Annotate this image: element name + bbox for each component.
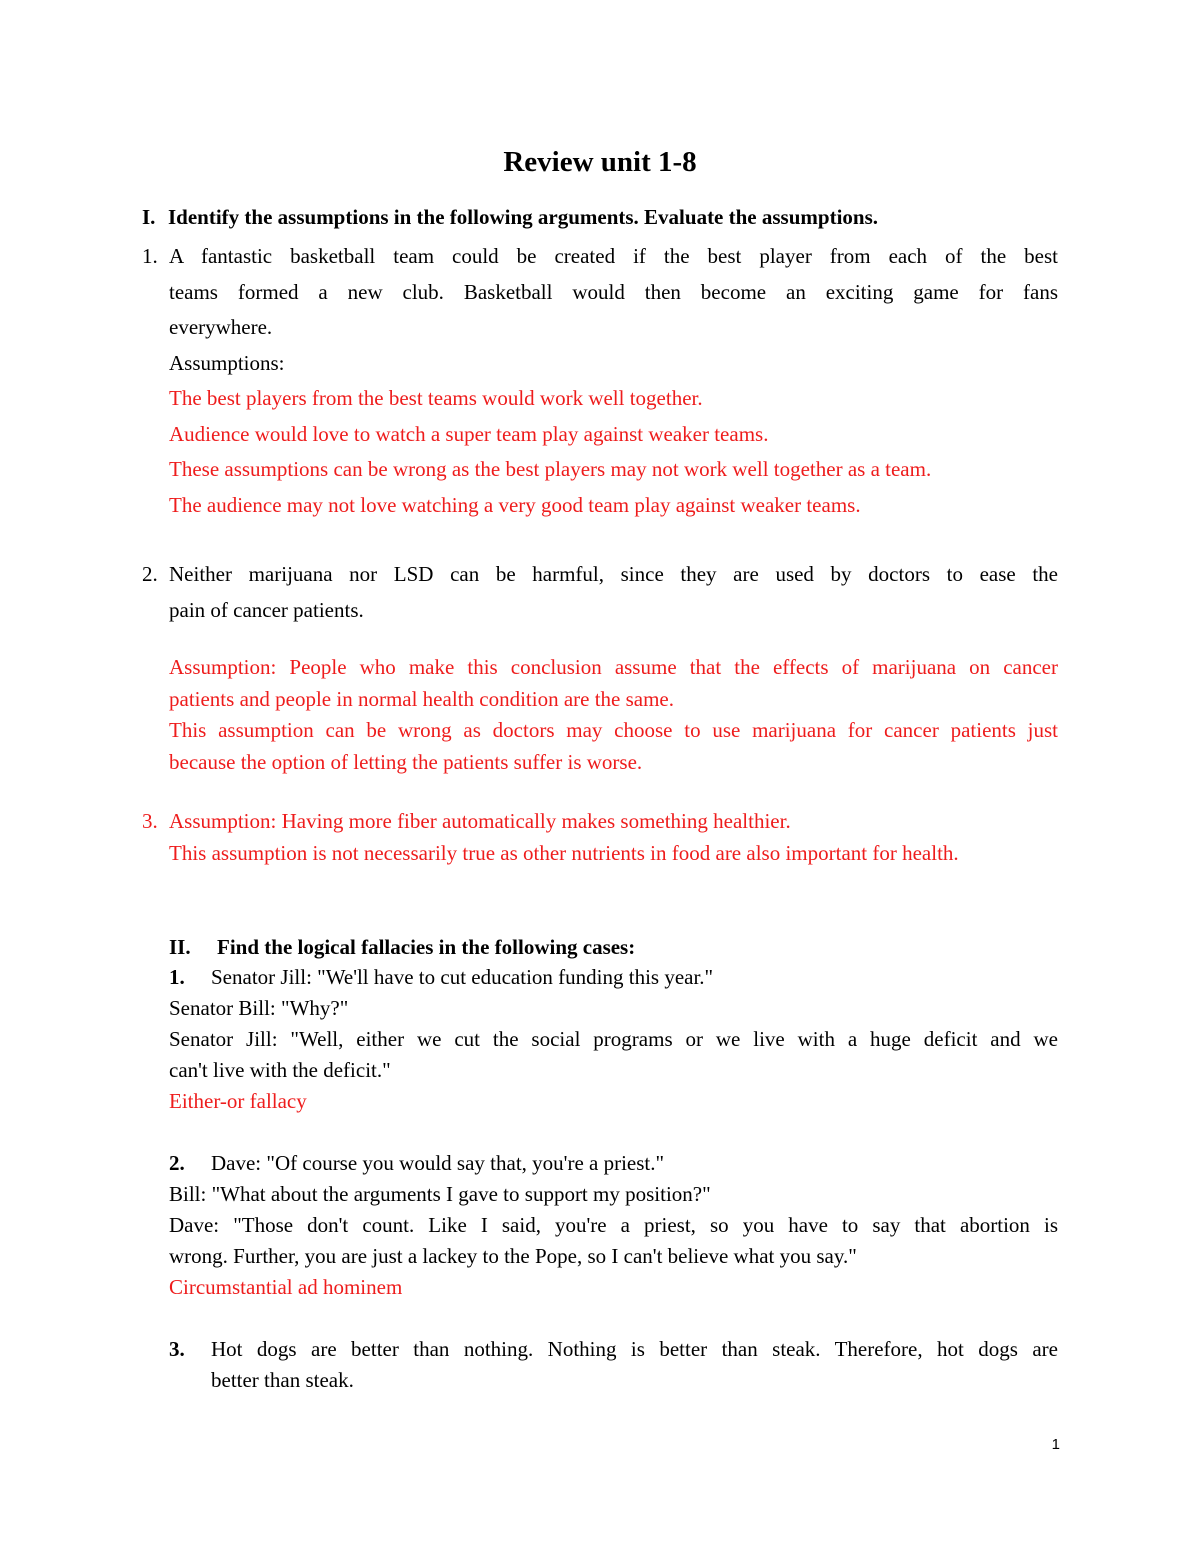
case-2-line-2: Bill: "What about the arguments I gave to support my position?" (169, 1182, 711, 1206)
case-3-number: 3. (169, 1337, 185, 1361)
answer-1-line-3: These assumptions can be wrong as the best players may not work well together as a team. (169, 457, 932, 481)
section-2-heading (169, 931, 1058, 963)
question-3 (142, 806, 1058, 869)
question-2-line-1: Neither marijuana nor LSD can be harmful, since they are used by doctors to ease the (169, 562, 1058, 586)
page-title: Review unit 1-8 (503, 146, 697, 178)
answer-1-line-2: Audience would love to watch a super team play against weaker teams. (169, 421, 769, 446)
answer-2-line-4: because the option of letting the patients suffer is worse. (169, 749, 643, 774)
question-3-number: 3. (142, 809, 158, 833)
case-1-line-4: can't live with the deficit." (169, 1058, 391, 1082)
question-1 (142, 239, 1058, 523)
question-1-line-3: everywhere. (169, 315, 273, 339)
question-2-line-2: pain of cancer patients. (169, 597, 364, 622)
case-1-line-1: Senator Jill: "We'll have to cut education funding this year." (211, 965, 714, 989)
question-2-number: 2. (142, 562, 158, 586)
section-1-heading (142, 201, 1058, 233)
answer-2-line-3: This assumption can be wrong as doctors may choose to use marijuana for cancer patients just (169, 718, 1058, 742)
case-1-number: 1. (169, 965, 185, 989)
case-2-answer: Circumstantial ad hominem (169, 1275, 403, 1299)
answer-1-line-1: The best players from the best teams would work well together. (169, 386, 703, 410)
answer-3-line-2: This assumption is not necessarily true as other nutrients in food are also important for health. (169, 840, 959, 865)
section-1-heading-text: Identify the assumptions in the following arguments. Evaluate the assumptions. (168, 205, 879, 229)
question-1-number: 1. (142, 244, 158, 268)
answer-2 (169, 652, 1058, 778)
question-2 (142, 557, 1058, 628)
answer-2-line-1: Assumption: People who make this conclusion assume that the effects of marijuana on cancer (169, 655, 1058, 679)
case-2-line-4: wrong. Further, you are just a lackey to the Pope, so I can't believe what you say." (169, 1244, 857, 1268)
section-1-number: I. (142, 205, 156, 229)
answer-1-line-4: The audience may not love watching a very good team play against weaker teams. (169, 492, 861, 517)
answer-3-line-1: Assumption: Having more fiber automatically makes something healthier. (169, 809, 791, 833)
case-1 (169, 962, 1058, 1117)
question-1-line-1: A fantastic basketball team could be created if the best player from each of the best (169, 244, 1058, 268)
case-1-line-3: Senator Jill: "Well, either we cut the social programs or we live with a huge deficit and we (169, 1027, 1058, 1051)
answer-2-line-2: patients and people in normal health condition are the same. (169, 686, 675, 711)
case-1-line-2: Senator Bill: "Why?" (169, 996, 349, 1020)
section-2-heading-text: Find the logical fallacies in the following cases: (217, 935, 636, 959)
case-2-line-1: Dave: "Of course you would say that, you're a priest." (211, 1151, 665, 1175)
case-2-number: 2. (169, 1151, 185, 1175)
case-1-answer: Either-or fallacy (169, 1089, 307, 1113)
case-3 (169, 1334, 1058, 1396)
case-2 (169, 1148, 1058, 1303)
question-1-line-2: teams formed a new club. Basketball would then become an exciting game for fans (169, 279, 1058, 304)
case-3-line-1: Hot dogs are better than nothing. Nothing is better than steak. Therefore, hot dogs are (211, 1337, 1058, 1361)
page-number: 1 (1051, 1436, 1060, 1453)
case-3-line-2: better than steak. (211, 1368, 354, 1392)
assumptions-label: Assumptions: (169, 350, 285, 375)
section-2-number: II. (169, 935, 191, 959)
case-2-line-3: Dave: "Those don't count. Like I said, you're a priest, so you have to say that abortion is (169, 1213, 1058, 1237)
